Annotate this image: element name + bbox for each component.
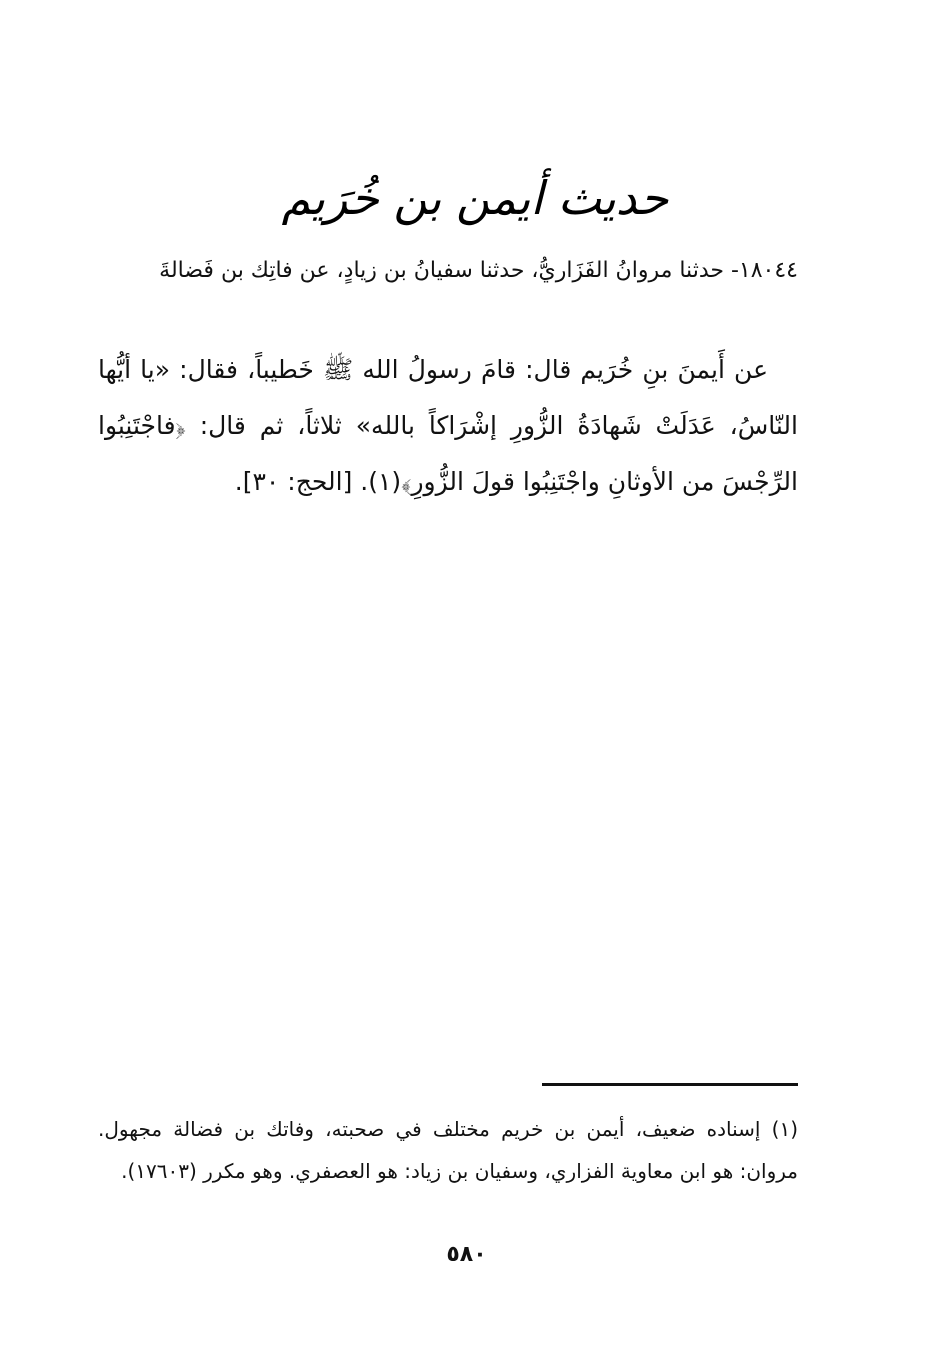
footnote-divider xyxy=(542,1083,798,1086)
page-number: ٥٨٠ xyxy=(446,1242,487,1267)
footnote: (١) إسناده ضعيف، أيمن بن خريم مختلف في صحبته، وفاتك بن فضالة مجهول. مروان: هو ابن معاوية الفزاري، وسفيان بن زياد: هو العصفري. وهو مكرر (١٧٦٠٣). xyxy=(98,1117,798,1183)
chapter-title: حديث أيمن بن خُرَيم xyxy=(281,171,669,225)
hadith-isnad: ١٨٠٤٤- حدثنا مروانُ الفَزَاريُّ، حدثنا سفيانُ بن زيادٍ، عن فاتِك بن فَضالةَ xyxy=(159,258,798,283)
hadith-matn: عن أَيمنَ بنِ خُرَيم قال: قامَ رسولُ الله ﷺ خَطيباً، فقال: «يا أيُّها النّاسُ، عَدَلَتْ شَهادَةُ الزُّورِ إشْرَاكاً بالله» ثلاثاً، ثم قال: ﴿فاجْتَنِبُوا الرِّجْسَ من الأوثانِ واجْتَنِبُوا قولَ الزُّورِ﴾(١). [الحج: ٣٠]. xyxy=(98,355,798,496)
